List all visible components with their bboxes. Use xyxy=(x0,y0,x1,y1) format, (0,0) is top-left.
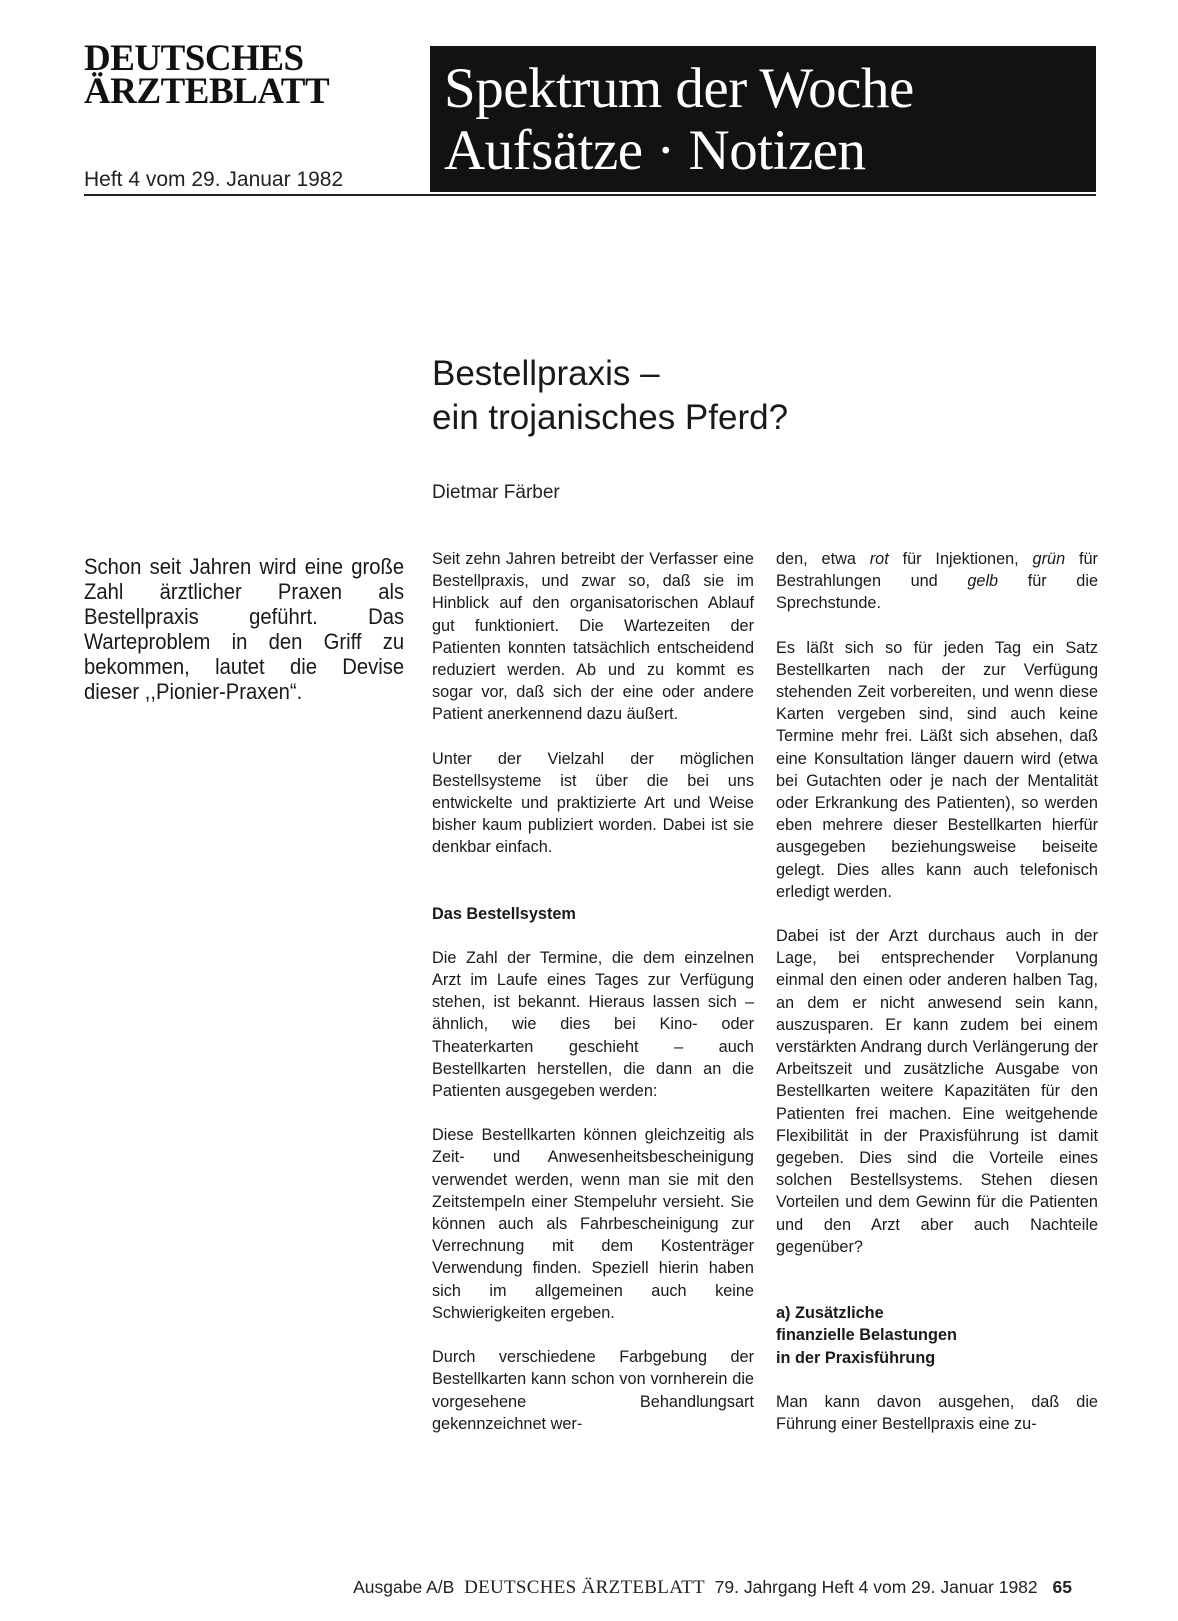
footer-edition: Ausgabe A/B xyxy=(353,1577,455,1597)
paragraph: Man kann davon ausgehen, daß die Führung einer Bestellpraxis eine zu- xyxy=(776,1392,1098,1433)
paragraph: Dabei ist der Arzt durchaus auch in der Lage, bei entsprechender Vorplanung einmal den einen oder anderen halben Tag, an dem er nicht anwesend sein kann, auszusparen. Er kann zudem bei einem verstärkten Andrang durch Verlängerung der Arbeitszeit und zusätzliche Ausgabe von Bestellkarten weitere Kapazitäten für den Patienten frei machen. Eine weitgehende Flexibilität in der Praxisführung ist damit gegeben. Dies sind die Vorteile eines solchen Bestellsystems. Stehen diesen Vorteilen und dem Gewinn für die Patienten und den Arzt aber auch Nachteile gegenüber? xyxy=(776,927,1098,1256)
paragraph: Es läßt sich so für jeden Tag ein Satz Bestellkarten nach der zur Verfügung stehenden Zeit vorbereiten, und wenn diese Karten vergeben sind, sind auch keine Termine mehr frei. Läßt sich absehen, daß eine Konsultation länger dauern wird (etwa bei Gutachten oder je nach der Mentalität oder Erkrankung des Patienten), so werden eben mehrere dieser Bestellkarten hierfür ausgegeben beziehungsweise beiseite gelegt. Dies alles kann auch telefonisch erledigt werden. xyxy=(776,638,1098,901)
section-heading: Das Bestellsystem xyxy=(432,904,576,923)
paragraph: Die Zahl der Termine, die dem einzelnen Arzt im Laufe eines Tages zur Verfügung stehen, ist bekannt. Hieraus lassen sich – ähnlich, wie dies bei Kino- oder Theaterkarten geschieht – auch Bestellkarten herstellen, die dann an die Patienten ausgegeben werden: xyxy=(432,948,754,1101)
page-footer xyxy=(0,1577,1072,1599)
paragraph xyxy=(776,548,1098,615)
section-heading xyxy=(776,1302,1098,1369)
section-banner-line1: Spektrum der Woche xyxy=(444,57,914,120)
text-run: für Injektionen, xyxy=(888,550,1033,568)
footer-journal: DEUTSCHES ÄRZTEBLATT xyxy=(464,1577,705,1598)
article-author: Dietmar Färber xyxy=(432,482,560,503)
section-banner-line2: Aufsätze · Notizen xyxy=(444,119,866,182)
text-run: den, etwa xyxy=(776,550,870,568)
emphasis-gruen: grün xyxy=(1032,550,1066,568)
journal-masthead xyxy=(84,38,414,112)
page-number: 65 xyxy=(1052,1577,1072,1597)
paragraph: Seit zehn Jahren betreibt der Verfasser eine Bestellpraxis, und zwar so, daß sie im Hinblick auf den organisatorischen Ablauf gut funktioniert. Die Wartezeiten der Patienten konnten tatsächlich entscheidend reduziert werden. Ab und zu kommt es sogar vor, daß sich der eine oder andere Patient anerkennend dazu äußert. xyxy=(432,550,754,724)
section-banner xyxy=(430,46,1096,192)
heading-line: in der Praxisführung xyxy=(776,1348,936,1367)
journal-name-line1: DEUTSCHES xyxy=(84,38,304,79)
heading-line: a) Zusätzliche xyxy=(776,1304,884,1323)
article-title-line1: Bestellpraxis – xyxy=(432,354,660,393)
paragraph: Diese Bestellkarten können gleichzeitig als Zeit- und Anwesenheitsbescheinigung verwendet werden, wenn man sie mit den Zeitstempeln einer Stempeluhr versieht. Sie können auch als Fahrbescheinigung zur Verrechnung mit dem Kostenträger Verwendung finden. Speziell hierin haben sich im allgemeinen auch keine Schwierigkeiten ergeben. xyxy=(432,1126,754,1322)
emphasis-gelb: gelb xyxy=(967,572,999,591)
text-column-2 xyxy=(776,548,1098,1457)
article-title-line2: ein trojanisches Pferd? xyxy=(432,398,789,437)
text-column-1 xyxy=(432,548,754,1457)
article-abstract: Schon seit Jahren wird eine große Zahl ärztlicher Praxen als Bestellpraxis geführt. Das Warteproblem in den Griff zu bekommen, lautet die Devise dieser ,,Pionier-Praxen“. xyxy=(84,554,405,704)
footer-volume: 79. Jahrgang Heft 4 vom 29. Januar 1982 xyxy=(714,1577,1038,1597)
journal-name-line2: ÄRZTEBLATT xyxy=(84,71,330,112)
emphasis-rot: rot xyxy=(869,550,889,568)
text-run: für die Sprechstunde. xyxy=(776,572,1099,613)
header-rule xyxy=(84,194,1096,196)
text-run: für Bestrahlungen und xyxy=(776,550,1098,591)
paragraph: Durch verschiedene Farbgebung der Bestellkarten kann schon von vornherein die vorgesehene Behandlungsart gekennzeichnet wer- xyxy=(432,1348,754,1433)
heading-line: finanzielle Belastungen xyxy=(776,1326,957,1345)
paragraph: Unter der Vielzahl der möglichen Bestellsysteme ist über die bei uns entwickelte und praktizierte Art und Weise bisher kaum publiziert worden. Dabei ist sie denkbar einfach. xyxy=(432,749,754,857)
issue-date: Heft 4 vom 29. Januar 1982 xyxy=(84,168,344,191)
article-title xyxy=(432,352,788,440)
